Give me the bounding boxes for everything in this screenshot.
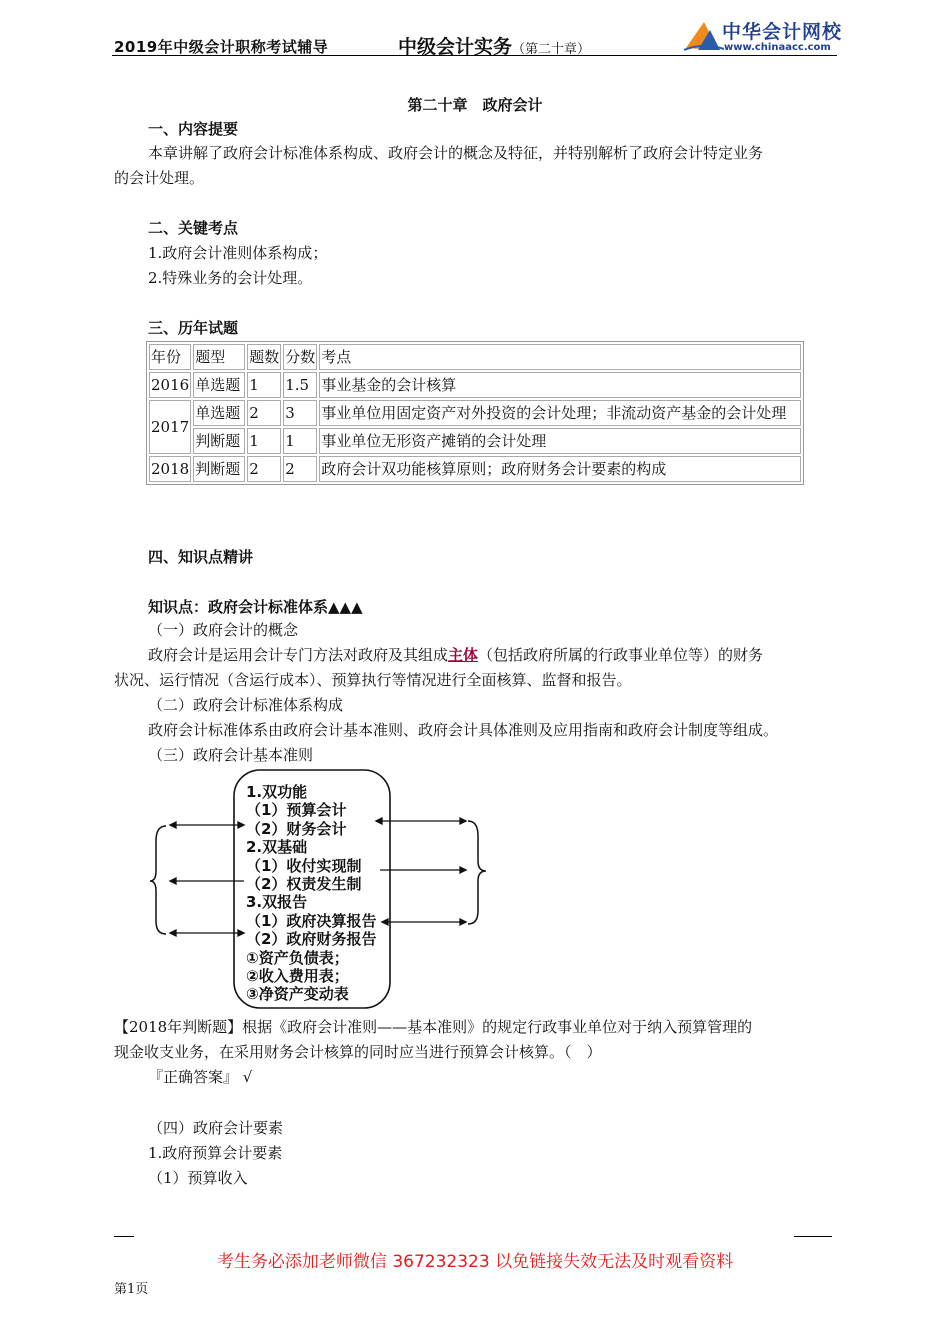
- section-heading-past-exams: 三、历年试题: [148, 319, 239, 337]
- chapter-title: 第二十章 政府会计: [407, 96, 543, 114]
- cell-point: 事业基金的会计核算: [319, 372, 801, 398]
- diagram-line: 3.双报告: [246, 893, 308, 912]
- cell-point: 政府会计双功能核算原则；政府财务会计要素的构成: [319, 456, 801, 482]
- cell-point: 事业单位无形资产摊销的会计处理: [319, 428, 801, 454]
- logo-url: www.chinaacc.com: [724, 42, 831, 53]
- past-exam-table: [146, 341, 804, 485]
- col-header-type: 题型: [193, 344, 245, 370]
- question-line-2: 现金收支业务，在采用财务会计核算的同时应当进行预算会计核算。（ ）: [114, 1043, 602, 1061]
- elements-item-1: 1.政府预算会计要素: [148, 1144, 283, 1162]
- right-brace-icon: [468, 821, 486, 924]
- header-course-title: 2019年中级会计职称考试辅导: [114, 38, 329, 56]
- subheading-elements: （四）政府会计要素: [148, 1119, 284, 1137]
- diagram-line: （2）财务会计: [246, 819, 347, 838]
- cell-score: 1.5: [283, 372, 317, 398]
- section-heading-knowledge: 四、知识点精讲: [148, 548, 254, 566]
- diagram-content: [246, 783, 376, 1004]
- header-subject-name: 中级会计实务: [398, 36, 513, 58]
- question-line-1: 【2018年判断题】根据《政府会计准则——基本准则》的规定行政事业单位对于纳入预算管理的: [114, 1018, 753, 1036]
- cell-count: 2: [247, 456, 281, 482]
- table-header-row: [149, 344, 801, 370]
- knowledge-point-title: 知识点：政府会计标准体系▲▲▲: [148, 598, 363, 616]
- diagram-line: ③净资产变动表: [246, 985, 349, 1004]
- cell-year: 2018: [149, 456, 191, 482]
- cell-count: 1: [247, 428, 281, 454]
- table-row: [149, 456, 801, 482]
- diagram-line: （2）权责发生制: [246, 875, 362, 894]
- subheading-concept: （一）政府会计的概念: [148, 621, 299, 639]
- footer-rule-right: [794, 1236, 832, 1237]
- promo-banner: 考生务必添加老师微信 367232323 以免链接失效无法及时观看资料: [216, 1252, 734, 1272]
- table-row: [149, 372, 801, 398]
- col-header-point: 考点: [319, 344, 801, 370]
- cell-type: 单选题: [193, 372, 245, 398]
- footer-rule-left: [114, 1236, 134, 1237]
- table-row: [149, 400, 801, 426]
- cell-type: 判断题: [193, 456, 245, 482]
- diagram-line: （1）收付实现制: [246, 856, 362, 875]
- diagram-line: （1）政府决算报告: [246, 911, 377, 930]
- elements-item-2: （1）预算收入: [148, 1169, 248, 1187]
- page-number: 第1页: [114, 1282, 149, 1297]
- correct-answer: 『正确答案』 √: [148, 1068, 253, 1086]
- cell-year: 2016: [149, 372, 191, 398]
- concept-line-1a: 政府会计是运用会计专门方法对政府及其组成: [148, 646, 449, 664]
- col-header-score: 分数: [283, 344, 317, 370]
- section-heading-summary: 一、内容提要: [148, 120, 239, 138]
- cell-score: 3: [283, 400, 317, 426]
- summary-line-2: 的会计处理。: [114, 169, 205, 187]
- diagram-line: （1）预算会计: [246, 801, 347, 820]
- cell-type: 单选题: [193, 400, 245, 426]
- diagram-line: （2）政府财务报告: [246, 930, 377, 949]
- concept-line-1b: （包括政府所属的行政事业单位等）的财务: [478, 646, 764, 664]
- cell-point: 事业单位用固定资产对外投资的会计处理；非流动资产基金的会计处理: [319, 400, 801, 426]
- cell-score: 2: [283, 456, 317, 482]
- section-heading-keypoints: 二、关键考点: [148, 219, 239, 237]
- left-brace-icon: [150, 826, 166, 934]
- diagram-line: 2.双基础: [246, 838, 308, 857]
- concept-line-1: [148, 643, 763, 668]
- diagram-line: 1.双功能: [246, 783, 308, 801]
- subheading-basic-standard: （三）政府会计基本准则: [148, 746, 314, 764]
- cell-count: 2: [247, 400, 281, 426]
- col-header-count: 题数: [247, 344, 281, 370]
- concept-line-2: 状况、运行情况（含运行成本）、预算执行等情况进行全面核算、监督和报告。: [114, 671, 632, 689]
- diagram-line: ②收入费用表；: [246, 967, 349, 986]
- cell-year: 2017: [149, 400, 191, 454]
- keypoint-item-2: 2.特殊业务的会计处理。: [148, 269, 313, 287]
- keypoint-item-1: 1.政府会计准则体系构成；: [148, 244, 328, 262]
- logo-name: 中华会计网校: [722, 21, 843, 43]
- cell-count: 1: [247, 372, 281, 398]
- subheading-system: （二）政府会计标准体系构成: [148, 696, 344, 714]
- cell-score: 1: [283, 428, 317, 454]
- header-chapter-tag: （第二十章）: [512, 42, 591, 57]
- summary-line-1: 本章讲解了政府会计标准体系构成、政府会计的概念及特征，并特别解析了政府会计特定业务: [148, 144, 764, 162]
- cell-type: 判断题: [193, 428, 245, 454]
- system-paragraph: 政府会计标准体系由政府会计基本准则、政府会计具体准则及应用指南和政府会计制度等组成。: [148, 721, 779, 739]
- table-row: [149, 428, 801, 454]
- key-term-subject: 主体: [448, 646, 479, 664]
- header-divider: [112, 55, 837, 56]
- col-header-year: 年份: [149, 344, 191, 370]
- diagram-line: ①资产负债表；: [246, 948, 349, 967]
